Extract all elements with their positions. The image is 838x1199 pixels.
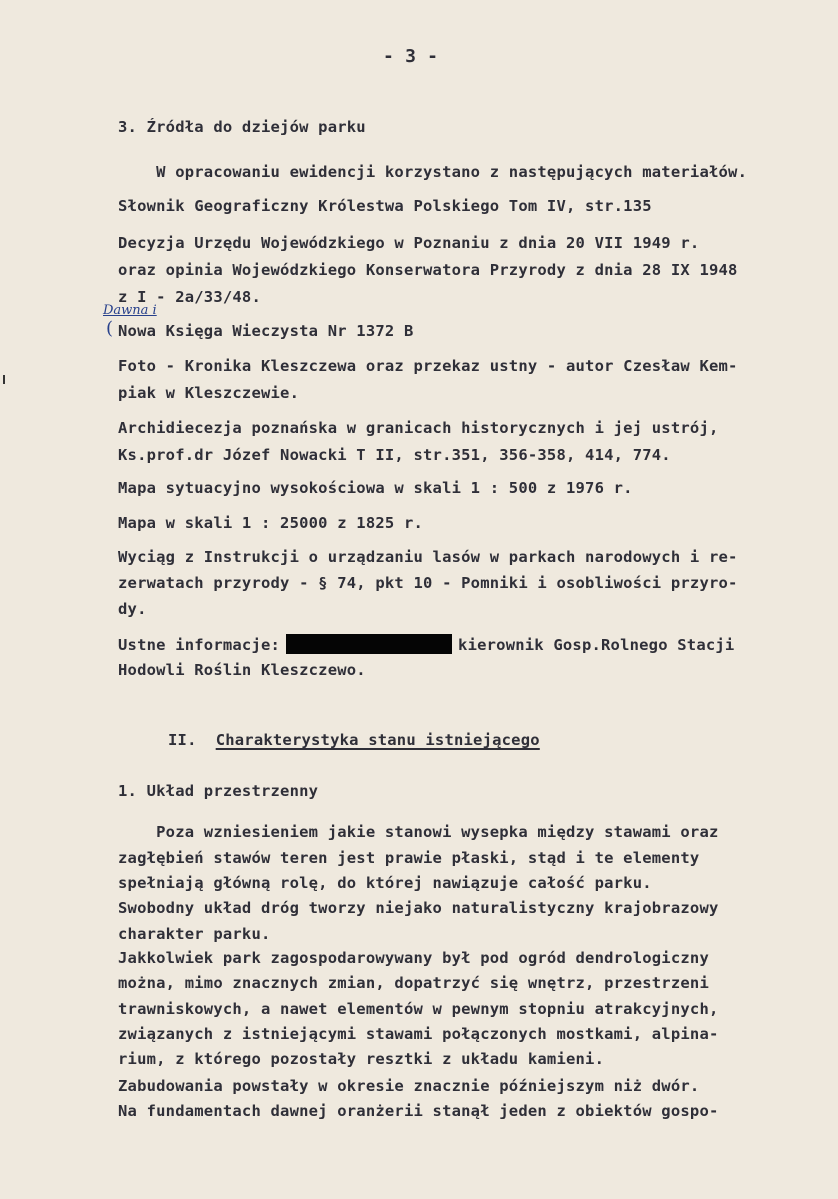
subsection-heading: 1. Układ przestrzenny (118, 782, 319, 800)
text-line: zagłębień stawów teren jest prawie płaski, stąd i te elementy (118, 849, 700, 867)
text-line: W opracowaniu ewidencji korzystano z następujących materiałów. (118, 163, 748, 181)
text-line: rium, z którego pozostały resztki z układu kamieni. (118, 1050, 605, 1068)
text-fragment: Ustne informacje: (118, 636, 281, 654)
chapter-title: Charakterystyka stanu istniejącego (215, 731, 540, 749)
text-line: charakter parku. (118, 925, 271, 943)
page-number: - 3 - (383, 46, 439, 67)
text-line: spełniają główną rolę, do której nawiązuje całość parku. (118, 874, 652, 892)
text-line: piak w Kleszczewie. (118, 384, 300, 402)
text-line: Decyzja Urzędu Wojewódzkiego w Poznaniu z dnia 20 VII 1949 r. (118, 234, 700, 252)
text-line: Hodowli Roślin Kleszczewo. (118, 661, 366, 679)
text-line: trawniskowych, a nawet elementów w pewnym stopniu atrakcyjnych, (118, 1000, 719, 1018)
chapter-heading (168, 731, 540, 749)
text-fragment: kierownik Gosp.Rolnego Stacji (458, 636, 735, 654)
text-line: Archidiecezja poznańska w granicach historycznych i jej ustrój, (118, 419, 719, 437)
text-line: Słownik Geograficzny Królestwa Polskiego Tom IV, str.135 (118, 197, 652, 215)
text-line: Ks.prof.dr Józef Nowacki T II, str.351, 356-358, 414, 774. (118, 446, 671, 464)
redaction-block (286, 634, 452, 654)
text-line: Wyciąg z Instrukcji o urządzaniu lasów w parkach narodowych i re- (118, 548, 738, 566)
margin-mark (3, 375, 5, 384)
text-line: Mapa w skali 1 : 25000 z 1825 r. (118, 514, 424, 532)
text-line: związanych z istniejącymi stawami połączonych mostkami, alpina- (118, 1025, 719, 1043)
chapter-number: II. (168, 731, 197, 749)
text-line: z I - 2a/33/48. (118, 288, 261, 306)
text-line: można, mimo znacznych zmian, dopatrzyć się wnętrz, przestrzeni (118, 974, 709, 992)
handwritten-annotation: Dawna i (103, 303, 157, 318)
text-line: Mapa sytuacyjno wysokościowa w skali 1 : 500 z 1976 r. (118, 479, 633, 497)
handwritten-bracket: ( (106, 318, 114, 339)
text-line: Nowa Księga Wieczysta Nr 1372 B (118, 322, 414, 340)
text-line: zerwatach przyrody - § 74, pkt 10 - Pomniki i osobliwości przyro- (118, 574, 738, 592)
text-line: Zabudowania powstały w okresie znacznie późniejszym niż dwór. (118, 1077, 700, 1095)
text-line: Poza wzniesieniem jakie stanowi wysepka między stawami oraz (118, 823, 719, 841)
text-line: oraz opinia Wojewódzkiego Konserwatora Przyrody z dnia 28 IX 1948 (118, 261, 738, 279)
oral-information-line (118, 634, 734, 654)
section-heading-sources: 3. Źródła do dziejów parku (118, 118, 366, 136)
text-line: Swobodny układ dróg tworzy niejako naturalistyczny krajobrazowy (118, 899, 719, 917)
text-line: Foto - Kronika Kleszczewa oraz przekaz ustny - autor Czesław Kem- (118, 357, 738, 375)
text-line: Na fundamentach dawnej oranżerii stanął jeden z obiektów gospo- (118, 1102, 719, 1120)
text-line: Jakkolwiek park zagospodarowywany był pod ogród dendrologiczny (118, 949, 709, 967)
text-line: dy. (118, 600, 147, 618)
